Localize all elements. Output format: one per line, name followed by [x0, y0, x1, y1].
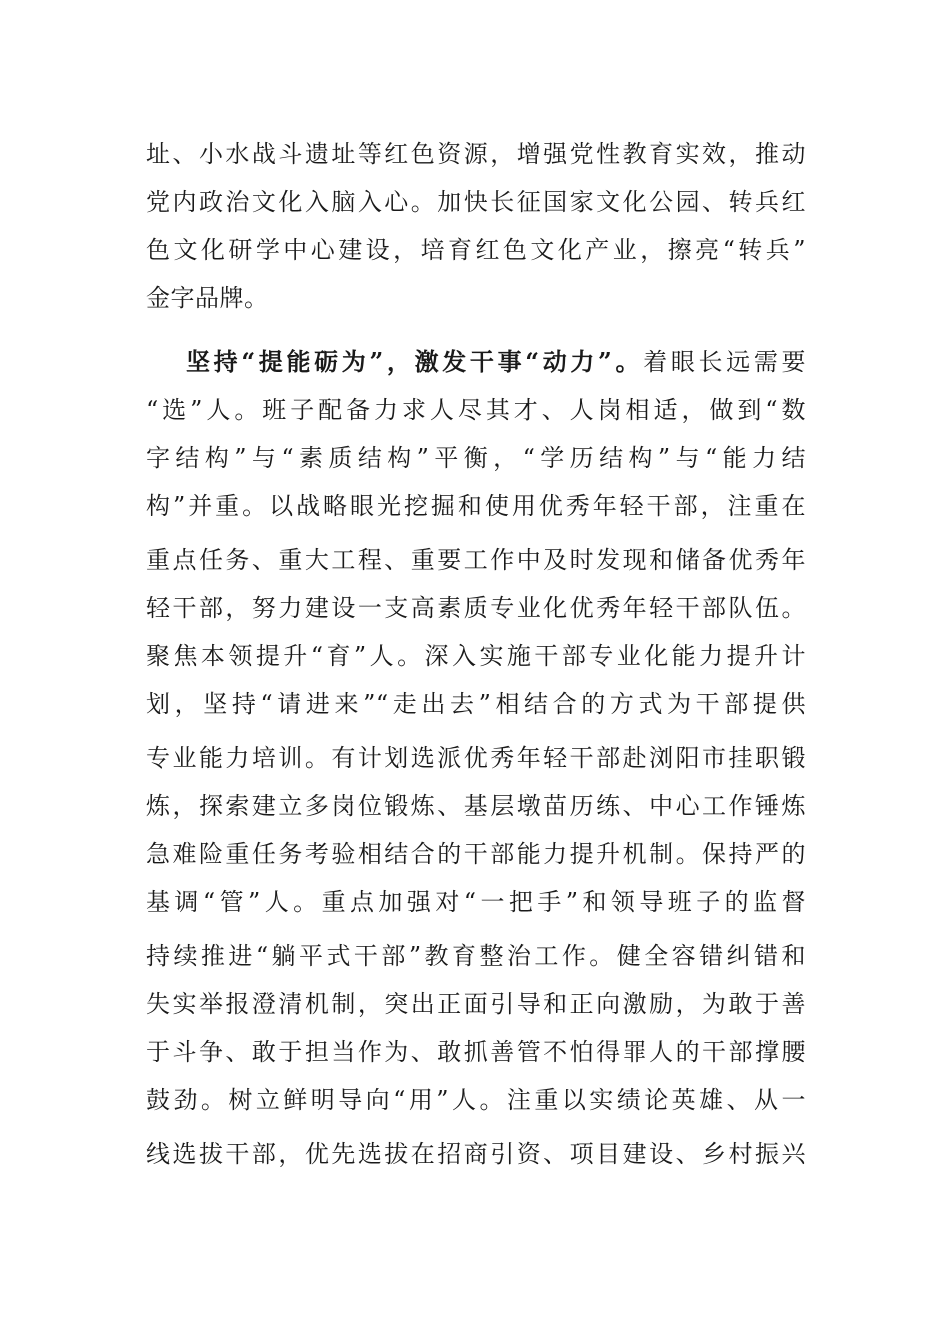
paragraph-first-line-rest: 着眼长远需要	[643, 348, 807, 376]
text-line: 失实举报澄清机制，突出正面引导和正向激励，为敢于善	[146, 990, 806, 1018]
text-line: 于斗争、敢于担当作为、敢抓善管不怕得罪人的干部撑腰	[146, 1038, 806, 1066]
paragraph-first-line	[186, 342, 806, 382]
text-line: 持续推进“躺平式干部”教育整治工作。健全容错纠错和	[146, 942, 806, 970]
text-line: 字结构”与“素质结构”平衡，“学历结构”与“能力结	[146, 444, 806, 472]
text-line: 址、小水战斗遗址等红色资源，增强党性教育实效，推动	[146, 140, 806, 168]
text-line: “选”人。班子配备力求人尽其才、人岗相适，做到“数	[146, 396, 806, 424]
paragraph-heading: 坚持“提能砺为”，激发干事“动力”。	[186, 347, 644, 376]
text-line: 鼓劲。树立鲜明导向“用”人。注重以实绩论英雄、从一	[146, 1086, 806, 1114]
text-line: 聚焦本领提升“育”人。深入实施干部专业化能力提升计	[146, 642, 806, 670]
text-line: 重点任务、重大工程、重要工作中及时发现和储备优秀年	[146, 546, 806, 574]
text-line: 专业能力培训。有计划选派优秀年轻干部赴浏阳市挂职锻	[146, 744, 806, 772]
text-line: 线选拔干部，优先选拔在招商引资、项目建设、乡村振兴	[146, 1140, 806, 1168]
text-line: 构”并重。以战略眼光挖掘和使用优秀年轻干部，注重在	[146, 492, 806, 520]
text-line: 急难险重任务考验相结合的干部能力提升机制。保持严的	[146, 840, 806, 868]
text-line: 轻干部，努力建设一支高素质专业化优秀年轻干部队伍。	[146, 594, 806, 622]
text-line: 划，坚持“请进来”“走出去”相结合的方式为干部提供	[146, 690, 806, 718]
text-line: 金字品牌。	[146, 284, 269, 312]
text-line: 基调“管”人。重点加强对“一把手”和领导班子的监督	[146, 888, 806, 916]
text-line: 炼，探索建立多岗位锻炼、基层墩苗历练、中心工作锤炼	[146, 792, 806, 820]
text-line: 色文化研学中心建设，培育红色文化产业，擦亮“转兵”	[146, 236, 806, 264]
text-line: 党内政治文化入脑入心。加快长征国家文化公园、转兵红	[146, 188, 806, 216]
